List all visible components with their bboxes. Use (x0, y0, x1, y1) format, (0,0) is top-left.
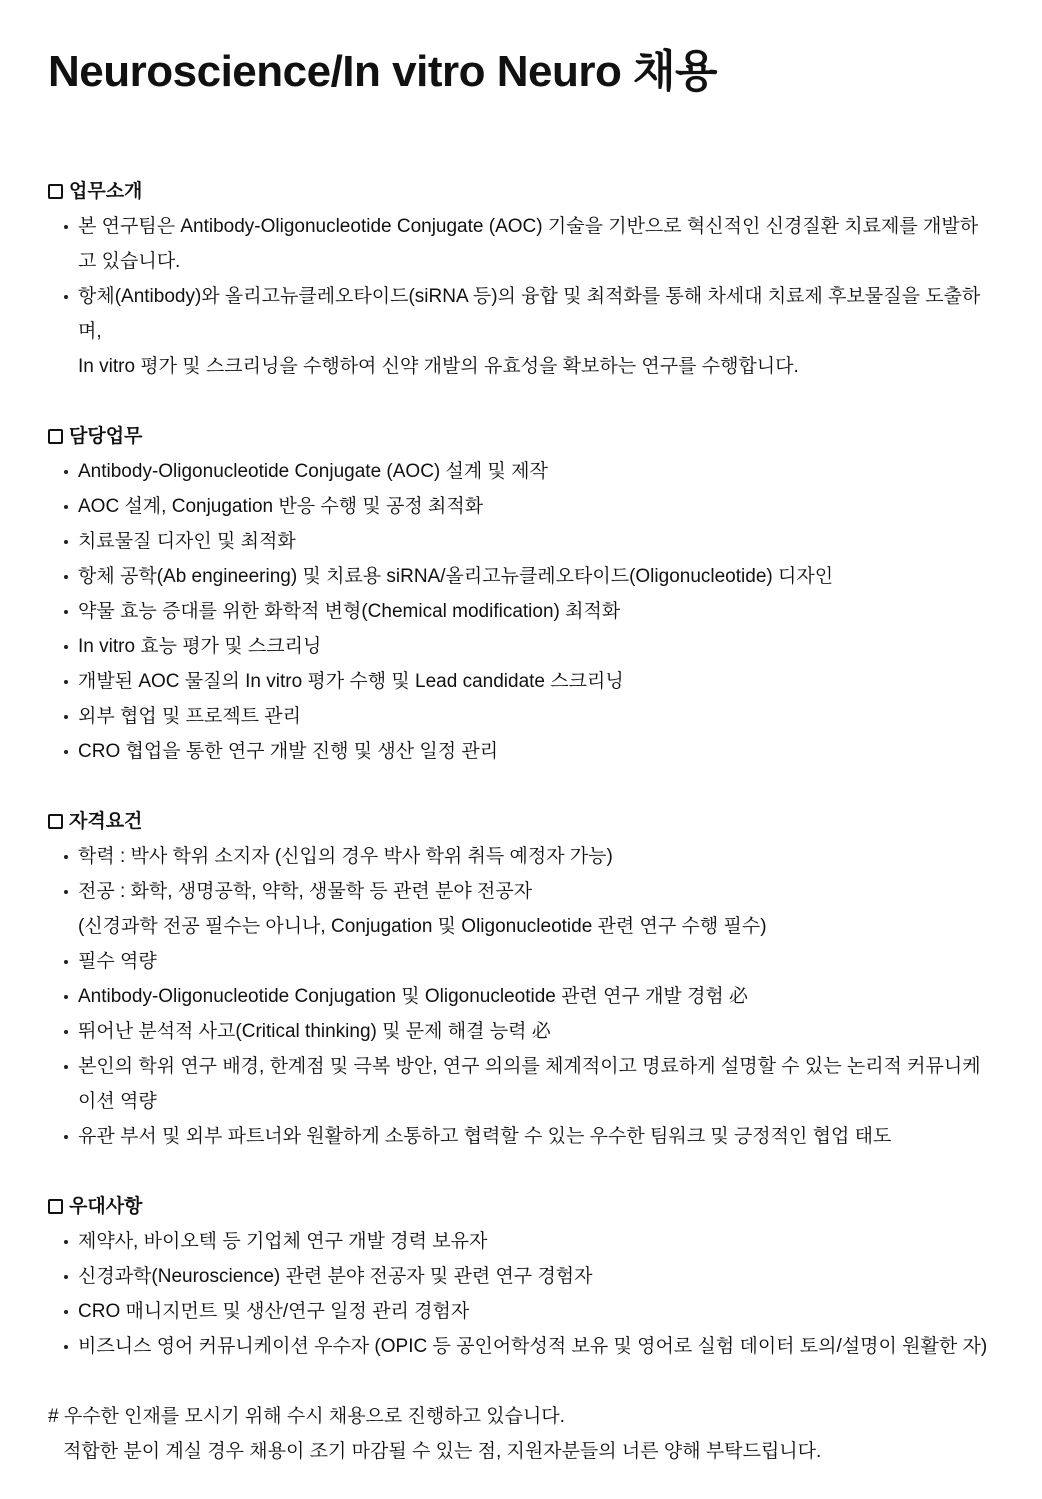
checkbox-square-icon (48, 1199, 63, 1214)
bullet-icon (64, 505, 68, 509)
bullet-icon (64, 225, 68, 229)
list-item-text: 본 연구팀은 Antibody-Oligonucleotide Conjugate (AOC) 기술을 기반으로 혁신적인 신경질환 치료제를 개발하고 있습니다. (78, 216, 979, 272)
section-heading-text: 담당업무 (69, 426, 143, 447)
list-item (48, 279, 992, 349)
list-item-text: 학력 : 박사 학위 소지자 (신입의 경우 박사 학위 취득 예정자 가능) (78, 846, 613, 867)
list-item (48, 1294, 992, 1329)
bullet-icon (64, 295, 68, 299)
list-item (48, 664, 992, 699)
footer-line-1: # 우수한 인재를 모시기 위해 수시 채용으로 진행하고 있습니다. (48, 1406, 565, 1427)
list-item-text: In vitro 효능 평가 및 스크리닝 (78, 636, 322, 657)
bullet-icon (64, 1275, 68, 1279)
bullet-icon (64, 715, 68, 719)
bullet-icon (64, 540, 68, 544)
section (48, 419, 992, 769)
list-item (48, 979, 992, 1014)
section-heading (48, 174, 992, 209)
list-item (48, 1049, 992, 1119)
section-heading (48, 804, 992, 839)
bullet-icon (64, 1030, 68, 1034)
bullet-icon (64, 575, 68, 579)
list-item (48, 874, 992, 909)
list-item (48, 524, 992, 559)
list-item-text: AOC 설계, Conjugation 반응 수행 및 공정 최적화 (78, 496, 484, 517)
bullet-icon (64, 470, 68, 474)
section (48, 804, 992, 1154)
list-item-text: CRO 매니지먼트 및 생산/연구 일정 관리 경험자 (78, 1301, 470, 1322)
bullet-icon (64, 855, 68, 859)
list-item-continuation (48, 349, 992, 384)
list-item (48, 944, 992, 979)
list-item (48, 1224, 992, 1259)
bullet-icon (64, 750, 68, 754)
footer-line-2: 적합한 분이 계실 경우 채용이 조기 마감될 수 있는 점, 지원자분들의 너른 양해 부탁드립니다. (63, 1441, 822, 1462)
list-item (48, 1119, 992, 1154)
list-item-text: 신경과학(Neuroscience) 관련 분야 전공자 및 관련 연구 경험자 (78, 1266, 593, 1287)
list-item-text: Antibody-Oligonucleotide Conjugate (AOC) 설계 및 제작 (78, 461, 548, 482)
bullet-icon (64, 610, 68, 614)
list-item (48, 454, 992, 489)
bullet-icon (64, 1065, 68, 1069)
list-item-text: 개발된 AOC 물질의 In vitro 평가 수행 및 Lead candidate 스크리닝 (78, 671, 624, 692)
list-item-text: 필수 역량 (78, 951, 157, 972)
list-item (48, 734, 992, 769)
list-item-text: 약물 효능 증대를 위한 화학적 변형(Chemical modification) 최적화 (78, 601, 621, 622)
list-item-text: Antibody-Oligonucleotide Conjugation 및 Oligonucleotide 관련 연구 개발 경험 必 (78, 986, 749, 1007)
bullet-icon (64, 1135, 68, 1139)
section-heading-text: 자격요건 (69, 811, 143, 832)
bullet-icon (64, 1345, 68, 1349)
checkbox-square-icon (48, 184, 63, 199)
list-item (48, 839, 992, 874)
bullet-icon (64, 890, 68, 894)
list-item (48, 699, 992, 734)
bullet-icon (64, 1240, 68, 1244)
section-heading-text: 업무소개 (69, 181, 143, 202)
bullet-icon (64, 995, 68, 999)
checkbox-square-icon (48, 814, 63, 829)
list-item-text: 외부 협업 및 프로젝트 관리 (78, 706, 302, 727)
list-item-text: 본인의 학위 연구 배경, 한계점 및 극복 방안, 연구 의의를 체계적이고 명료하게 설명할 수 있는 논리적 커뮤니케이션 역량 (78, 1056, 981, 1112)
list-item-text: 항체(Antibody)와 올리고뉴클레오타이드(siRNA 등)의 융합 및 최적화를 통해 차세대 치료제 후보물질을 도출하며, (78, 286, 981, 342)
section-heading (48, 1189, 992, 1224)
footer-note (48, 1399, 992, 1469)
list-item (48, 594, 992, 629)
list-item (48, 1259, 992, 1294)
page-title: Neuroscience/In vitro Neuro 채용 (48, 47, 718, 96)
section (48, 1189, 992, 1364)
list-item (48, 559, 992, 594)
list-item-text: In vitro 평가 및 스크리닝을 수행하여 신약 개발의 유효성을 확보하는 연구를 수행합니다. (78, 356, 799, 377)
list-item-text: 항체 공학(Ab engineering) 및 치료용 siRNA/올리고뉴클레오타이드(Oligonucleotide) 디자인 (78, 566, 834, 587)
bullet-icon (64, 645, 68, 649)
list-item-text: (신경과학 전공 필수는 아니나, Conjugation 및 Oligonucleotide 관련 연구 수행 필수) (78, 916, 767, 937)
list-item (48, 629, 992, 664)
list-item (48, 1014, 992, 1049)
section-heading-text: 우대사항 (69, 1196, 143, 1217)
list-item-text: CRO 협업을 통한 연구 개발 진행 및 생산 일정 관리 (78, 741, 499, 762)
section-heading (48, 419, 992, 454)
list-item-text: 치료물질 디자인 및 최적화 (78, 531, 296, 552)
section (48, 174, 992, 384)
sections (48, 174, 992, 1364)
bullet-icon (64, 960, 68, 964)
list-item-text: 유관 부서 및 외부 파트너와 원활하게 소통하고 협력할 수 있는 우수한 팀워크 및 긍정적인 협업 태도 (78, 1126, 892, 1147)
list-item-text: 비즈니스 영어 커뮤니케이션 우수자 (OPIC 등 공인어학성적 보유 및 영어로 실험 데이터 토의/설명이 원활한 자) (78, 1336, 988, 1357)
list-item (48, 489, 992, 524)
checkbox-square-icon (48, 429, 63, 444)
bullet-icon (64, 680, 68, 684)
list-item-continuation (48, 909, 992, 944)
list-item-text: 제약사, 바이오텍 등 기업체 연구 개발 경력 보유자 (78, 1231, 488, 1252)
list-item (48, 1329, 992, 1364)
list-item-text: 뛰어난 분석적 사고(Critical thinking) 및 문제 해결 능력 必 (78, 1021, 551, 1042)
list-item-text: 전공 : 화학, 생명공학, 약학, 생물학 등 관련 분야 전공자 (78, 881, 533, 902)
list-item (48, 209, 992, 279)
bullet-icon (64, 1310, 68, 1314)
